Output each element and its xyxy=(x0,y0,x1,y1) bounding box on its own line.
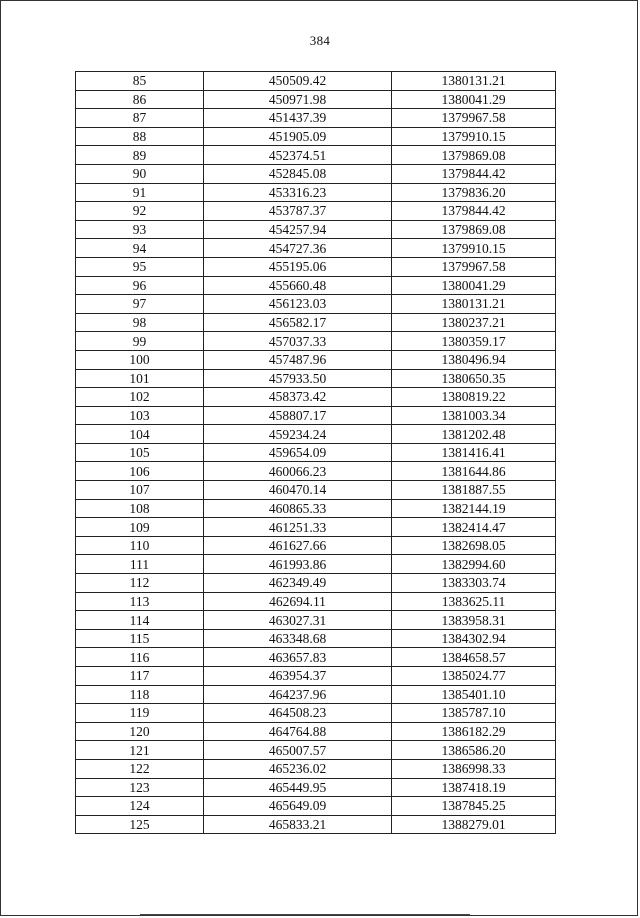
y-coordinate-cell: 1382144.19 xyxy=(392,499,556,518)
x-coordinate-cell: 460470.14 xyxy=(204,481,392,500)
table-row xyxy=(76,499,556,518)
table-row xyxy=(76,257,556,276)
y-coordinate-cell: 1379967.58 xyxy=(392,109,556,128)
point-number-cell: 118 xyxy=(76,685,204,704)
point-number-cell: 121 xyxy=(76,741,204,760)
y-coordinate-cell: 1382414.47 xyxy=(392,518,556,537)
x-coordinate-cell: 463657.83 xyxy=(204,648,392,667)
y-coordinate-cell: 1382698.05 xyxy=(392,536,556,555)
x-coordinate-cell: 454727.36 xyxy=(204,239,392,258)
table-row xyxy=(76,759,556,778)
point-number-cell: 113 xyxy=(76,592,204,611)
table-row xyxy=(76,574,556,593)
x-coordinate-cell: 465649.09 xyxy=(204,797,392,816)
table-row xyxy=(76,648,556,667)
x-coordinate-cell: 465449.95 xyxy=(204,778,392,797)
x-coordinate-cell: 458807.17 xyxy=(204,406,392,425)
table-row xyxy=(76,276,556,295)
point-number-cell: 96 xyxy=(76,276,204,295)
point-number-cell: 117 xyxy=(76,667,204,686)
x-coordinate-cell: 451905.09 xyxy=(204,127,392,146)
x-coordinate-cell: 460066.23 xyxy=(204,462,392,481)
table-row xyxy=(76,629,556,648)
y-coordinate-cell: 1383958.31 xyxy=(392,611,556,630)
table-row xyxy=(76,406,556,425)
table-row xyxy=(76,592,556,611)
point-number-cell: 110 xyxy=(76,536,204,555)
point-number-cell: 98 xyxy=(76,313,204,332)
table-row xyxy=(76,109,556,128)
point-number-cell: 119 xyxy=(76,704,204,723)
table-row xyxy=(76,722,556,741)
x-coordinate-cell: 462349.49 xyxy=(204,574,392,593)
table-row xyxy=(76,239,556,258)
x-coordinate-cell: 458373.42 xyxy=(204,388,392,407)
x-coordinate-cell: 452845.08 xyxy=(204,164,392,183)
y-coordinate-cell: 1383625.11 xyxy=(392,592,556,611)
x-coordinate-cell: 453316.23 xyxy=(204,183,392,202)
table-row xyxy=(76,704,556,723)
table-row xyxy=(76,462,556,481)
table-row xyxy=(76,685,556,704)
point-number-cell: 122 xyxy=(76,759,204,778)
x-coordinate-cell: 461627.66 xyxy=(204,536,392,555)
table-row xyxy=(76,797,556,816)
point-number-cell: 99 xyxy=(76,332,204,351)
y-coordinate-cell: 1379869.08 xyxy=(392,146,556,165)
x-coordinate-cell: 463954.37 xyxy=(204,667,392,686)
y-coordinate-cell: 1386586.20 xyxy=(392,741,556,760)
y-coordinate-cell: 1381644.86 xyxy=(392,462,556,481)
y-coordinate-cell: 1381202.48 xyxy=(392,425,556,444)
point-number-cell: 89 xyxy=(76,146,204,165)
y-coordinate-cell: 1380237.21 xyxy=(392,313,556,332)
table-row xyxy=(76,741,556,760)
point-number-cell: 108 xyxy=(76,499,204,518)
table-row xyxy=(76,481,556,500)
x-coordinate-cell: 461251.33 xyxy=(204,518,392,537)
point-number-cell: 107 xyxy=(76,481,204,500)
x-coordinate-cell: 462694.11 xyxy=(204,592,392,611)
point-number-cell: 116 xyxy=(76,648,204,667)
table-row xyxy=(76,443,556,462)
point-number-cell: 87 xyxy=(76,109,204,128)
y-coordinate-cell: 1379910.15 xyxy=(392,127,556,146)
coordinates-table-body xyxy=(76,72,556,834)
point-number-cell: 120 xyxy=(76,722,204,741)
table-row xyxy=(76,332,556,351)
y-coordinate-cell: 1381416.41 xyxy=(392,443,556,462)
table-row xyxy=(76,146,556,165)
y-coordinate-cell: 1386998.33 xyxy=(392,759,556,778)
x-coordinate-cell: 464764.88 xyxy=(204,722,392,741)
x-coordinate-cell: 455195.06 xyxy=(204,257,392,276)
x-coordinate-cell: 457487.96 xyxy=(204,350,392,369)
table-row xyxy=(76,778,556,797)
point-number-cell: 85 xyxy=(76,72,204,91)
point-number-cell: 111 xyxy=(76,555,204,574)
y-coordinate-cell: 1380041.29 xyxy=(392,90,556,109)
point-number-cell: 115 xyxy=(76,629,204,648)
y-coordinate-cell: 1385024.77 xyxy=(392,667,556,686)
x-coordinate-cell: 452374.51 xyxy=(204,146,392,165)
point-number-cell: 104 xyxy=(76,425,204,444)
y-coordinate-cell: 1379844.42 xyxy=(392,164,556,183)
y-coordinate-cell: 1379910.15 xyxy=(392,239,556,258)
table-row xyxy=(76,202,556,221)
y-coordinate-cell: 1382994.60 xyxy=(392,555,556,574)
coordinates-table xyxy=(75,71,556,834)
x-coordinate-cell: 450509.42 xyxy=(204,72,392,91)
y-coordinate-cell: 1380131.21 xyxy=(392,72,556,91)
point-number-cell: 103 xyxy=(76,406,204,425)
table-row xyxy=(76,369,556,388)
x-coordinate-cell: 461993.86 xyxy=(204,555,392,574)
table-row xyxy=(76,350,556,369)
page-number: 384 xyxy=(309,33,331,48)
x-coordinate-cell: 464237.96 xyxy=(204,685,392,704)
y-coordinate-cell: 1379967.58 xyxy=(392,257,556,276)
x-coordinate-cell: 455660.48 xyxy=(204,276,392,295)
point-number-cell: 86 xyxy=(76,90,204,109)
table-row xyxy=(76,536,556,555)
y-coordinate-cell: 1387418.19 xyxy=(392,778,556,797)
point-number-cell: 90 xyxy=(76,164,204,183)
table-row xyxy=(76,611,556,630)
y-coordinate-cell: 1381003.34 xyxy=(392,406,556,425)
point-number-cell: 114 xyxy=(76,611,204,630)
x-coordinate-cell: 465833.21 xyxy=(204,815,392,834)
table-row xyxy=(76,164,556,183)
table-row xyxy=(76,90,556,109)
y-coordinate-cell: 1379836.20 xyxy=(392,183,556,202)
point-number-cell: 97 xyxy=(76,295,204,314)
point-number-cell: 92 xyxy=(76,202,204,221)
y-coordinate-cell: 1380041.29 xyxy=(392,276,556,295)
point-number-cell: 102 xyxy=(76,388,204,407)
table-row xyxy=(76,815,556,834)
x-coordinate-cell: 456123.03 xyxy=(204,295,392,314)
y-coordinate-cell: 1380131.21 xyxy=(392,295,556,314)
table-row xyxy=(76,127,556,146)
x-coordinate-cell: 457933.50 xyxy=(204,369,392,388)
x-coordinate-cell: 460865.33 xyxy=(204,499,392,518)
y-coordinate-cell: 1386182.29 xyxy=(392,722,556,741)
y-coordinate-cell: 1379869.08 xyxy=(392,220,556,239)
point-number-cell: 109 xyxy=(76,518,204,537)
y-coordinate-cell: 1384658.57 xyxy=(392,648,556,667)
y-coordinate-cell: 1380359.17 xyxy=(392,332,556,351)
table-row xyxy=(76,518,556,537)
y-coordinate-cell: 1387845.25 xyxy=(392,797,556,816)
y-coordinate-cell: 1384302.94 xyxy=(392,629,556,648)
x-coordinate-cell: 454257.94 xyxy=(204,220,392,239)
x-coordinate-cell: 457037.33 xyxy=(204,332,392,351)
x-coordinate-cell: 451437.39 xyxy=(204,109,392,128)
y-coordinate-cell: 1380819.22 xyxy=(392,388,556,407)
y-coordinate-cell: 1381887.55 xyxy=(392,481,556,500)
point-number-cell: 94 xyxy=(76,239,204,258)
table-row xyxy=(76,295,556,314)
point-number-cell: 88 xyxy=(76,127,204,146)
table-row xyxy=(76,667,556,686)
point-number-cell: 105 xyxy=(76,443,204,462)
x-coordinate-cell: 450971.98 xyxy=(204,90,392,109)
bottom-edge-line xyxy=(140,914,470,915)
point-number-cell: 124 xyxy=(76,797,204,816)
y-coordinate-cell: 1383303.74 xyxy=(392,574,556,593)
y-coordinate-cell: 1388279.01 xyxy=(392,815,556,834)
table-row xyxy=(76,72,556,91)
point-number-cell: 95 xyxy=(76,257,204,276)
point-number-cell: 91 xyxy=(76,183,204,202)
y-coordinate-cell: 1385787.10 xyxy=(392,704,556,723)
table-row xyxy=(76,425,556,444)
point-number-cell: 125 xyxy=(76,815,204,834)
x-coordinate-cell: 459234.24 xyxy=(204,425,392,444)
point-number-cell: 112 xyxy=(76,574,204,593)
point-number-cell: 123 xyxy=(76,778,204,797)
x-coordinate-cell: 463348.68 xyxy=(204,629,392,648)
table-row xyxy=(76,220,556,239)
y-coordinate-cell: 1380496.94 xyxy=(392,350,556,369)
x-coordinate-cell: 459654.09 xyxy=(204,443,392,462)
x-coordinate-cell: 456582.17 xyxy=(204,313,392,332)
y-coordinate-cell: 1380650.35 xyxy=(392,369,556,388)
x-coordinate-cell: 465007.57 xyxy=(204,741,392,760)
point-number-cell: 106 xyxy=(76,462,204,481)
point-number-cell: 100 xyxy=(76,350,204,369)
x-coordinate-cell: 465236.02 xyxy=(204,759,392,778)
table-row xyxy=(76,388,556,407)
y-coordinate-cell: 1385401.10 xyxy=(392,685,556,704)
y-coordinate-cell: 1379844.42 xyxy=(392,202,556,221)
table-row xyxy=(76,313,556,332)
point-number-cell: 93 xyxy=(76,220,204,239)
x-coordinate-cell: 463027.31 xyxy=(204,611,392,630)
table-row xyxy=(76,555,556,574)
table-row xyxy=(76,183,556,202)
x-coordinate-cell: 464508.23 xyxy=(204,704,392,723)
x-coordinate-cell: 453787.37 xyxy=(204,202,392,221)
point-number-cell: 101 xyxy=(76,369,204,388)
